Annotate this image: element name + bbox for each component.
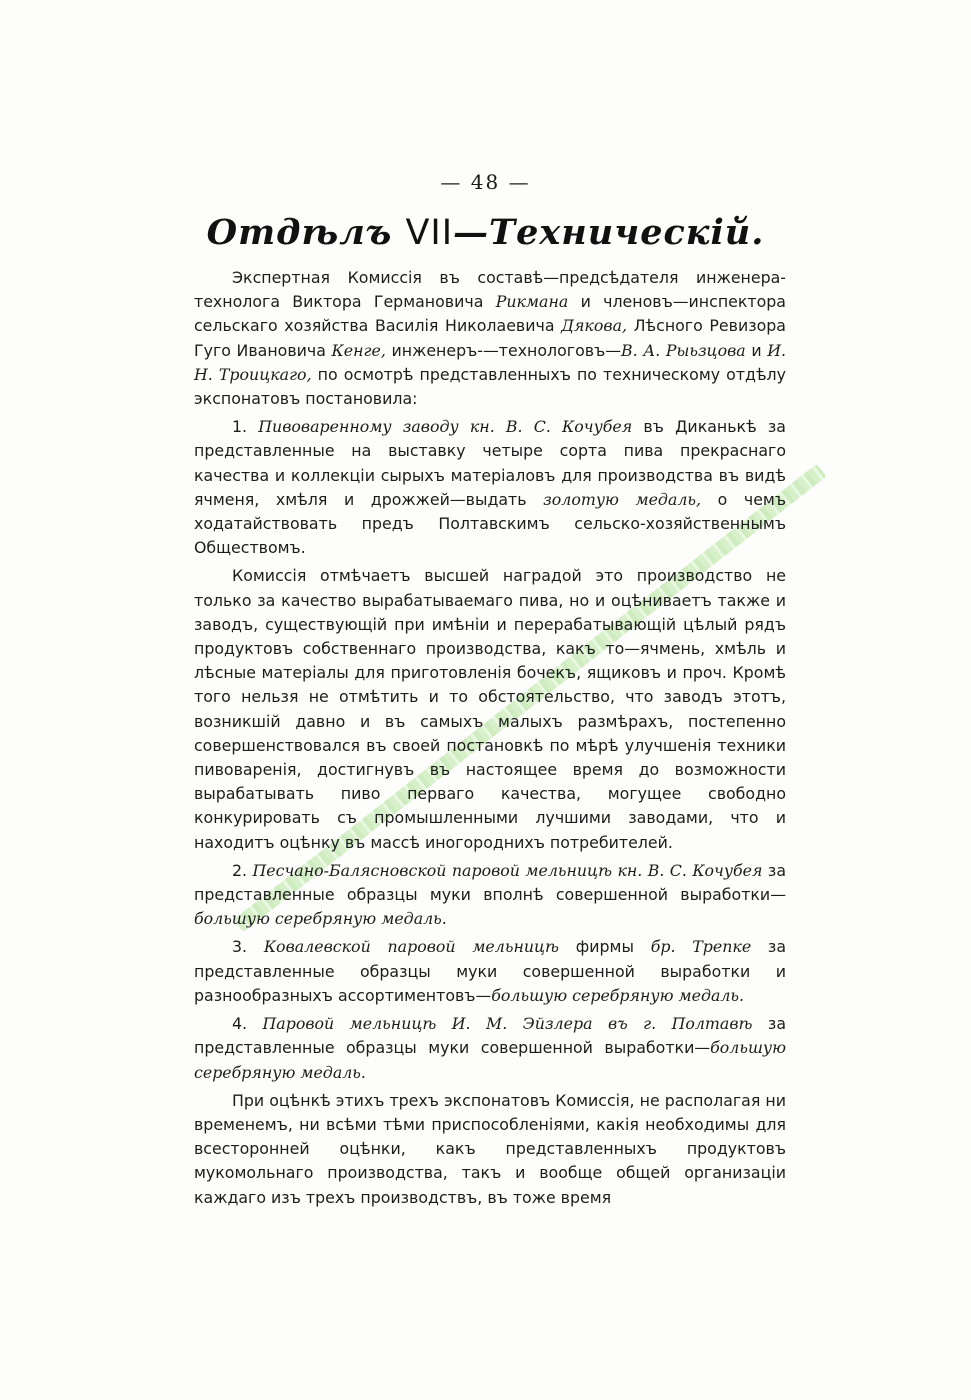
text-run: инженеръ-—технологовъ— (385, 340, 622, 360)
heading-left: Отдѣлъ (206, 212, 393, 253)
paragraph-commission-intro (194, 266, 786, 411)
text-run: Экспертная Комиссія въ составѣ—предсѣдателя инженера-технолога Виктора Германовича (194, 268, 786, 312)
text-run: въ Диканькѣ за представленные на выставку четыре сорта пива прекраснаго качества и коллекціи сырыхъ матеріаловъ для производства въ видѣ ячменя, хмѣля и дрожжей—выдать (194, 417, 786, 509)
italic-name: И. Н. Троицкаго, (194, 340, 787, 384)
paragraph-award-1 (194, 415, 786, 560)
text-run: Лѣсного Ревизора Гуго Ивановича (194, 316, 786, 360)
text-run: При оцѣнкѣ этихъ трехъ экспонатовъ Комиссія, не располагая ни временемъ, ни всѣми тѣми приспособленіями, какія необходимы для всесторонней оцѣнки, какъ представленныхъ продуктовъ мукомольнаго производства, такъ и вообще общей организаціи каждаго изъ трехъ производствъ, въ тоже время (194, 1090, 786, 1207)
paragraph-evaluation (194, 1089, 786, 1210)
italic-name: Пивоваренному заводу кн. В. С. Кочубея (258, 417, 633, 437)
text-run: фирмы (558, 937, 651, 957)
paragraph-commission-note (194, 564, 786, 854)
italic-name: Ковалевской паровой мельницѣ (263, 937, 559, 957)
body-text (194, 266, 786, 1210)
text-run: за представленные образцы муки вполнѣ совершенной выработки— (194, 860, 787, 905)
text-run: о чемъ ходатайствовать предъ Полтавскимъ сельско-хозяйственнымъ Обществомъ. (194, 489, 787, 558)
italic-name: Песчано-Балясновской паровой мельницѣ кн. В. С. Кочубея (252, 860, 763, 880)
text-run: 4. (232, 1014, 263, 1034)
italic-name: Паровой мельницѣ И. М. Эйзлера въ г. Полтавѣ (262, 1014, 753, 1034)
text-run: и (745, 340, 768, 360)
text-run: за представленные образцы муки совершенной выработки и разнообразныхъ ассортиментовъ— (194, 937, 787, 1005)
italic-name: бр. Трепке (650, 937, 752, 957)
heading-right: —Техническій. (453, 212, 765, 253)
text-run: 3. (232, 937, 264, 957)
section-heading (0, 212, 971, 253)
paragraph-award-3 (194, 935, 786, 1008)
italic-award: большую серебряную медаль. (491, 985, 745, 1005)
page-number: — 48 — (440, 170, 531, 194)
text-run: Комиссія отмѣчаетъ высшей наградой это производство не только за качество вырабатываемаго пива, но и оцѣниваетъ также и заводъ, существующій при имѣніи и перерабатывающій цѣлый рядъ продуктовъ собственнаго производства, какъ то—ячмень, хмѣль и лѣсные матеріалы для приготовленія бочекъ, ящиковъ и проч. Кромѣ того нельзя не отмѣтить и то обстоятельство, что заводъ этотъ, возникшій давно и въ самыхъ малыхъ размѣрахъ, постепенно совершенствовался въ своей постановкѣ по мѣрѣ улучшенія техники пивоваренія, достигнувъ въ настоящее время до возможности вырабатывать пиво перваго качества, могущее свободно конкурировать съ промышленными лучшими заводами, что и находитъ оцѣнку въ массѣ иногороднихъ потребителей. (194, 566, 786, 852)
text-run: 1. (232, 417, 259, 437)
italic-name: В. А. Рыьзцова (621, 340, 746, 360)
paragraph-award-2 (194, 859, 786, 932)
italic-award: большую серебряную медаль. (194, 1038, 786, 1082)
heading-roman-numeral: VII (405, 213, 454, 253)
text-run: по осмотрѣ представленныхъ по техническому отдѣлу экспонатовъ постановила: (194, 364, 786, 409)
text-run: и членовъ—инспектора сельскаго хозяйства Василія Николаевича (194, 292, 786, 336)
italic-name: Дякова, (561, 316, 628, 336)
italic-award: большую серебряную медаль. (194, 909, 447, 929)
italic-name: Рикмана (495, 292, 569, 312)
text-run: за представленные образцы муки совершенной выработки— (194, 1014, 787, 1058)
text-run: 2. (232, 860, 253, 880)
paragraph-award-4 (194, 1012, 786, 1085)
italic-award: золотую медаль, (543, 489, 702, 509)
italic-name: Кенге, (331, 340, 386, 360)
